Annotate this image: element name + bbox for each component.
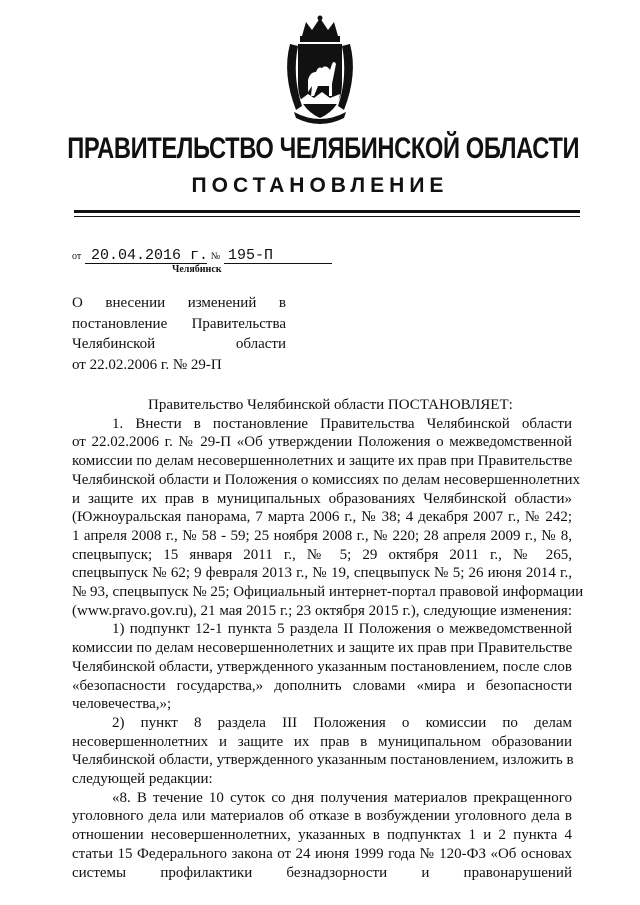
document-number: 195-П bbox=[224, 249, 332, 264]
body-line: Правительство Челябинской области ПОСТАНОВЛЯЕТ: bbox=[148, 397, 513, 413]
body-line: Челябинской области и Положения о комиссиях по делам несовершеннолетних bbox=[72, 471, 581, 488]
body-line: уголовного дела или материалов об отказе в возбуждении уголовного дела в bbox=[72, 808, 572, 825]
document-body bbox=[72, 396, 584, 882]
body-line: «безопасности государства,» дополнить словами «мира и безопасности bbox=[72, 677, 572, 694]
body-line: 1. Внести в постановление Правительства Челябинской области bbox=[112, 415, 572, 432]
header-rule-thick bbox=[74, 210, 580, 213]
government-title: ПРАВИТЕЛЬСТВО ЧЕЛЯБИНСКОЙ ОБЛАСТИ bbox=[67, 132, 580, 165]
body-line: несовершеннолетних и защите их прав в муниципальном образовании bbox=[72, 733, 572, 750]
document-city: Челябинск bbox=[172, 264, 222, 275]
registration-line bbox=[72, 247, 332, 264]
body-line: и защите их прав в муниципальных образованиях Челябинской области» bbox=[72, 490, 572, 507]
body-line: отношении несовершеннолетних, указанных в подпунктах 1 и 2 пункта 4 bbox=[72, 827, 572, 844]
body-line: статьи 15 Федерального закона от 24 июня 1999 года № 120-ФЗ «Об основах bbox=[72, 845, 572, 862]
body-line: спецвыпуск № 62; 9 февраля 2013 г., № 19, спецвыпуск № 5; 26 июня 2014 г., bbox=[72, 565, 572, 582]
body-line: 2) пункт 8 раздела III Положения о комиссии по делам bbox=[112, 714, 572, 731]
body-line: «8. В течение 10 суток со дня получения материалов прекращенного bbox=[112, 789, 572, 806]
body-line: от 22.02.2006 г. № 29-П «Об утверждении Положения о межведомственной bbox=[72, 434, 572, 451]
body-line: комиссии по делам несовершеннолетних и защите их прав при Правительстве bbox=[72, 640, 573, 657]
body-line: 1 апреля 2008 г., № 58 - 59; 25 ноября 2008 г., № 220; 28 апреля 2009 г., № 8, bbox=[72, 527, 572, 544]
body-line: Челябинской области, утвержденного указанным постановлением, после слов bbox=[72, 658, 572, 675]
coat-of-arms-icon bbox=[272, 14, 368, 124]
subject-line: О внесении изменений в bbox=[72, 295, 286, 311]
header-rule-thin bbox=[74, 216, 580, 217]
subject-line: от 22.02.2006 г. № 29-П bbox=[72, 356, 222, 373]
body-line: человечества,»; bbox=[72, 696, 172, 713]
date-prefix: от bbox=[72, 251, 82, 262]
subject-line: Челябинской области bbox=[72, 336, 286, 352]
document-type: ПОСТАНОВЛЕНИЕ bbox=[191, 174, 449, 197]
subject-line: постановление Правительства bbox=[72, 315, 286, 332]
document-subject bbox=[72, 293, 286, 375]
document-date: 20.04.2016 г. bbox=[85, 249, 207, 264]
body-line: Челябинской области, утвержденного указанным постановлением, изложить в bbox=[72, 752, 574, 769]
number-prefix: № bbox=[210, 251, 221, 262]
body-line: № 93, спецвыпуск № 25; Официальный интернет-портал правовой информации bbox=[72, 584, 584, 601]
body-line: (Южноуральская панорама, 7 марта 2006 г., № 38; 4 декабря 2007 г., № 242; bbox=[72, 509, 572, 526]
body-line: следующей редакции: bbox=[72, 771, 213, 788]
body-line: системы профилактики безнадзорности и правонарушений bbox=[72, 864, 572, 881]
body-line: (www.pravo.gov.ru), 21 мая 2015 г.; 23 октября 2015 г.), следующие изменения: bbox=[72, 602, 572, 619]
body-line: 1) подпункт 12-1 пункта 5 раздела II Положения о межведомственной bbox=[112, 621, 572, 638]
body-line: комиссии по делам несовершеннолетних и защите их прав при Правительстве bbox=[72, 453, 573, 470]
body-line: спецвыпуск; 15 января 2011 г., № 5; 29 октября 2011 г., № 265, bbox=[72, 546, 572, 563]
